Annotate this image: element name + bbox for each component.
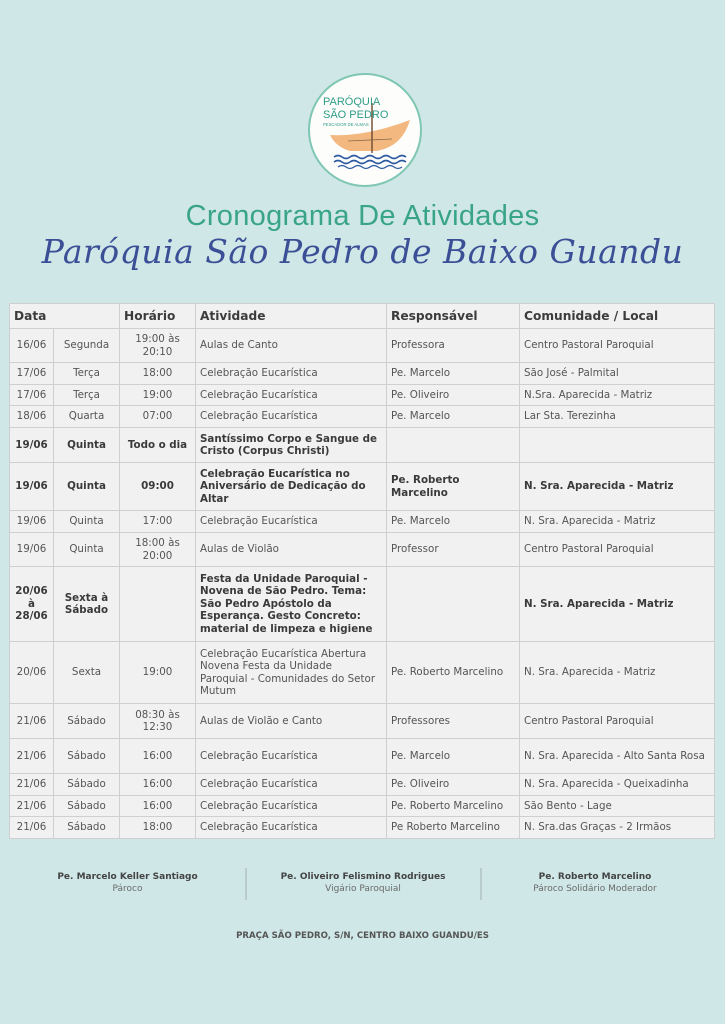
signature-name: Pe. Marcelo Keller Santiago	[57, 872, 198, 882]
cell-responsible: Pe. Roberto Marcelino	[387, 463, 520, 511]
table-row	[10, 511, 715, 533]
table-row	[10, 329, 715, 363]
table-row	[10, 774, 715, 796]
cell-day: Quinta	[54, 428, 120, 463]
cell-location: Centro Pastoral Paroquial	[520, 533, 715, 567]
cell-location: N. Sra.das Graças - 2 Irmãos	[520, 817, 715, 839]
cell-location: N. Sra. Aparecida - Matriz	[520, 642, 715, 704]
cell-time: 16:00	[120, 739, 196, 774]
cell-responsible: Pe. Oliveiro	[387, 774, 520, 796]
cell-responsible: Pe. Marcelo	[387, 363, 520, 385]
cell-activity: Festa da Unidade Paroquial - Novena de São Pedro. Tema: São Pedro Apóstolo da Esperança. Gesto Concreto: material de limpeza e higiene	[196, 567, 387, 642]
cell-activity: Celebração Eucarística Abertura Novena Festa da Unidade Paroquial - Comunidades do Setor Mutum	[196, 642, 387, 704]
signature-role: Vigário Paroquial	[325, 884, 401, 894]
signature-name: Pe. Oliveiro Felismino Rodrigues	[280, 872, 446, 882]
table-row	[10, 704, 715, 739]
cell-location: N. Sra. Aparecida - Alto Santa Rosa	[520, 739, 715, 774]
cell-time: 18:00 às 20:00	[120, 533, 196, 567]
cell-location: São José - Palmital	[520, 363, 715, 385]
cell-day: Sábado	[54, 704, 120, 739]
divider	[245, 868, 247, 900]
page-subtitle: Paróquia São Pedro de Baixo Guandu	[41, 232, 684, 271]
cell-time: 07:00	[120, 406, 196, 428]
cell-responsible: Professores	[387, 704, 520, 739]
cell-date: 20/06 à 28/06	[10, 567, 54, 642]
cell-location: N. Sra. Aparecida - Matriz	[520, 567, 715, 642]
cell-date: 21/06	[10, 739, 54, 774]
signature-role: Pároco Solidário Moderador	[533, 884, 657, 894]
table-row	[10, 796, 715, 817]
cell-activity: Celebração Eucarística	[196, 796, 387, 817]
logo-line2: SÃO PEDRO	[323, 109, 389, 121]
cell-location: Centro Pastoral Paroquial	[520, 704, 715, 739]
cell-activity: Celebração Eucarística	[196, 817, 387, 839]
footer-address: PRAÇA SÃO PEDRO, S/N, CENTRO BAIXO GUANDU/ES	[236, 931, 489, 941]
table-row	[10, 817, 715, 839]
signature-role: Pároco	[112, 884, 143, 894]
table-row	[10, 385, 715, 406]
cell-date: 19/06	[10, 511, 54, 533]
cell-day: Quarta	[54, 406, 120, 428]
cell-responsible: Professora	[387, 329, 520, 363]
cell-date: 17/06	[10, 363, 54, 385]
cell-date: 21/06	[10, 704, 54, 739]
cell-time: Todo o dia	[120, 428, 196, 463]
cell-day: Sábado	[54, 817, 120, 839]
table-row	[10, 463, 715, 511]
cell-time: 17:00	[120, 511, 196, 533]
cell-time: 19:00 às 20:10	[120, 329, 196, 363]
header-responsavel: Responsável	[387, 304, 520, 329]
table-row	[10, 363, 715, 385]
cell-day: Segunda	[54, 329, 120, 363]
cell-activity: Celebração Eucarística	[196, 363, 387, 385]
cell-day: Sábado	[54, 796, 120, 817]
cell-time: 08:30 às 12:30	[120, 704, 196, 739]
cell-date: 20/06	[10, 642, 54, 704]
cell-time: 19:00	[120, 385, 196, 406]
cell-location: N. Sra. Aparecida - Queixadinha	[520, 774, 715, 796]
cell-date: 21/06	[10, 774, 54, 796]
cell-responsible: Professor	[387, 533, 520, 567]
cell-location: N. Sra. Aparecida - Matriz	[520, 511, 715, 533]
cell-day: Quinta	[54, 511, 120, 533]
table-row	[10, 428, 715, 463]
cell-date: 16/06	[10, 329, 54, 363]
divider	[480, 868, 482, 900]
cell-location: N.Sra. Aparecida - Matriz	[520, 385, 715, 406]
cell-time: 19:00	[120, 642, 196, 704]
cell-activity: Celebração Eucarística	[196, 385, 387, 406]
cell-responsible: Pe Roberto Marcelino	[387, 817, 520, 839]
signature-3	[500, 872, 690, 894]
cell-date: 19/06	[10, 463, 54, 511]
cell-day: Quinta	[54, 533, 120, 567]
cell-location: N. Sra. Aparecida - Matriz	[520, 463, 715, 511]
table-header-row	[10, 304, 715, 329]
cell-responsible: Pe. Marcelo	[387, 406, 520, 428]
cell-activity: Aulas de Canto	[196, 329, 387, 363]
cell-location: Lar Sta. Terezinha	[520, 406, 715, 428]
cell-responsible	[387, 567, 520, 642]
cell-responsible	[387, 428, 520, 463]
schedule-table	[9, 303, 715, 839]
cell-activity: Santíssimo Corpo e Sangue de Cristo (Corpus Christi)	[196, 428, 387, 463]
cell-time: 18:00	[120, 817, 196, 839]
table-row	[10, 406, 715, 428]
table-row	[10, 533, 715, 567]
cell-activity: Celebração Eucarística	[196, 406, 387, 428]
signature-name: Pe. Roberto Marcelino	[538, 872, 652, 882]
cell-activity: Celebração Eucarística	[196, 774, 387, 796]
cell-responsible: Pe. Marcelo	[387, 739, 520, 774]
signature-2	[268, 872, 458, 894]
cell-day: Sexta	[54, 642, 120, 704]
logo-line1: PARÓQUIA	[323, 96, 381, 108]
cell-location	[520, 428, 715, 463]
table-row	[10, 739, 715, 774]
table-row	[10, 567, 715, 642]
header-atividade: Atividade	[196, 304, 387, 329]
parish-logo	[308, 73, 422, 187]
cell-time: 09:00	[120, 463, 196, 511]
cell-activity: Aulas de Violão e Canto	[196, 704, 387, 739]
header-comunidade: Comunidade / Local	[520, 304, 715, 329]
cell-time: 16:00	[120, 796, 196, 817]
cell-date: 17/06	[10, 385, 54, 406]
cell-activity: Celebração Eucarística no Aniversário de Dedicação do Altar	[196, 463, 387, 511]
cell-responsible: Pe. Roberto Marcelino	[387, 796, 520, 817]
cell-time	[120, 567, 196, 642]
header-horario: Horário	[120, 304, 196, 329]
cell-time: 18:00	[120, 363, 196, 385]
cell-date: 18/06	[10, 406, 54, 428]
cell-responsible: Pe. Roberto Marcelino	[387, 642, 520, 704]
header-data: Data	[10, 304, 120, 329]
cell-date: 21/06	[10, 817, 54, 839]
signature-1	[45, 872, 210, 894]
cell-date: 19/06	[10, 533, 54, 567]
cell-location: Centro Pastoral Paroquial	[520, 329, 715, 363]
cell-date: 19/06	[10, 428, 54, 463]
cell-time: 16:00	[120, 774, 196, 796]
cell-day: Sábado	[54, 739, 120, 774]
cell-activity: Celebração Eucarística	[196, 739, 387, 774]
boat-on-waves-icon	[310, 75, 420, 185]
table-row	[10, 642, 715, 704]
cell-day: Sábado	[54, 774, 120, 796]
cell-activity: Celebração Eucarística	[196, 511, 387, 533]
page-title: Cronograma De Atividades	[185, 200, 540, 232]
cell-day: Terça	[54, 363, 120, 385]
cell-activity: Aulas de Violão	[196, 533, 387, 567]
logo-line3: PESCADOR DE ALMAS	[323, 122, 369, 127]
cell-responsible: Pe. Oliveiro	[387, 385, 520, 406]
cell-day: Sexta à Sábado	[54, 567, 120, 642]
cell-responsible: Pe. Marcelo	[387, 511, 520, 533]
cell-date: 21/06	[10, 796, 54, 817]
cell-day: Terça	[54, 385, 120, 406]
cell-location: São Bento - Lage	[520, 796, 715, 817]
cell-day: Quinta	[54, 463, 120, 511]
